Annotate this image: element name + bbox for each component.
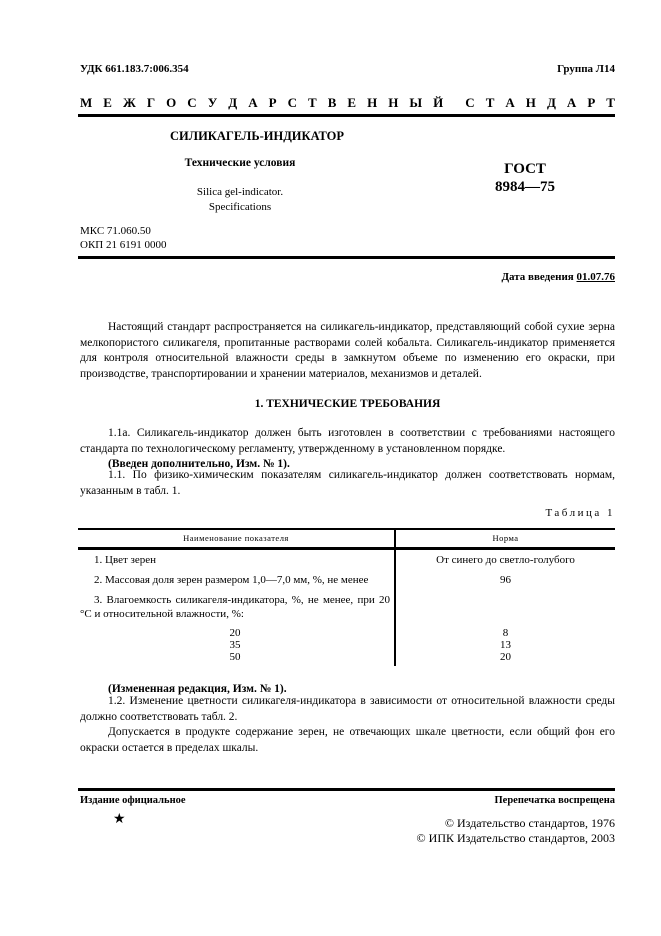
banner-letter: Н: [367, 95, 378, 110]
footer-divider: [78, 788, 615, 791]
banner-letter: Н: [388, 95, 399, 110]
reprint-prohibited-label: Перепечатка воспрещена: [494, 795, 615, 806]
document-subtitle: Технические условия: [184, 157, 296, 169]
paragraph-1-1: 1.1. По физико-химическим показателям силикагель-индикатор должен соответствовать нормам, указанным в табл. 1.: [80, 469, 615, 497]
banner-letter: Г: [146, 95, 156, 110]
banner-letter: Й: [433, 95, 444, 110]
table-header-norm: Норма: [492, 533, 519, 543]
banner-letter: А: [248, 95, 258, 110]
table-top-rule: [78, 528, 615, 530]
banner-letter: Е: [347, 95, 357, 110]
table-caption: Таблица 1: [545, 507, 615, 519]
banner-letter: Р: [268, 95, 277, 110]
table-header-rule: [78, 547, 615, 550]
gost-number: 8984—75: [495, 179, 555, 195]
document-title: СИЛИКАГЕЛЬ-ИНДИКАТОР: [170, 129, 345, 143]
interstate-standard-banner: [80, 95, 615, 111]
banner-letter: С: [287, 95, 297, 110]
amendment-note-2: (Измененная редакция, Изм. № 1).: [108, 683, 287, 695]
table-row-name: 3. Влагоемкость силикагеля-индикатора, %, не менее, при 20 °С и относительной влажности, %:: [80, 594, 390, 620]
table-row-value: 96: [500, 574, 511, 586]
table-row-value: 13: [500, 639, 511, 651]
copyright-line-2: © ИПК Издательство стандартов, 2003: [416, 831, 615, 845]
star-icon: ★: [113, 811, 126, 827]
effective-date-label: Дата введения: [501, 271, 574, 283]
paragraph-1-1a: 1.1а. Силикагель-индикатор должен быть изготовлен в соответствии с требованиями настоящего стандарта по технологическому регламенту, утвержденному в установленном порядке.: [80, 427, 615, 455]
banner-letter: Н: [525, 95, 536, 110]
table-row-value: 8: [502, 627, 509, 639]
banner-letter: У: [207, 95, 218, 110]
english-title: [160, 185, 320, 215]
effective-date: [501, 271, 615, 283]
gost-designation: [480, 160, 570, 196]
effective-date-value: 01.07.76: [576, 271, 615, 283]
group-code: Группа Л14: [557, 63, 615, 75]
table-row-name: 20: [229, 627, 241, 639]
table-row-name: 50: [229, 651, 241, 663]
paragraph-1-2-note: Допускается в продукте содержание зерен, не отвечающих шкале цветности, если общий фон его окраски остается в пределах шкалы.: [80, 726, 615, 754]
table-row-value: От синего до светло-голубого: [436, 554, 575, 566]
paragraph-1-2: 1.2. Изменение цветности силикагеля-индикатора в зависимости от относительной влажности среды должно соответствовать табл. 2.: [80, 695, 615, 723]
banner-letter: Ы: [409, 95, 423, 110]
banner-letter: Е: [103, 95, 112, 110]
official-edition-label: Издание официальное: [80, 795, 186, 806]
mks-code: МКС 71.060.50: [80, 225, 151, 237]
banner-letter: В: [327, 95, 337, 110]
table-row-value: 20: [500, 651, 511, 663]
banner-letter: С: [465, 95, 475, 110]
banner-letter: Д: [546, 95, 556, 110]
table-header-name: Наименование показателя: [183, 533, 289, 543]
banner-letter: Ж: [122, 95, 136, 110]
classification-codes: [80, 224, 166, 252]
banner-letter: Т: [308, 95, 317, 110]
banner-letter: О: [166, 95, 177, 110]
copyright-line-1: © Издательство стандартов, 1976: [444, 816, 615, 830]
header-divider: [78, 114, 615, 117]
banner-letter: С: [187, 95, 197, 110]
banner-letter: Р: [587, 95, 596, 110]
section-heading: 1. ТЕХНИЧЕСКИЕ ТРЕБОВАНИЯ: [254, 398, 441, 410]
table-row-name: 2. Массовая доля зерен размером 1,0—7,0 мм, %, не менее: [94, 574, 369, 586]
udk-code: УДК 661.183.7:006.354: [80, 63, 189, 75]
table-row-name: 35: [229, 639, 241, 651]
intro-paragraph: Настоящий стандарт распространяется на силикагель-индикатор, представляющий собой сухие зерна мелкопористого силикагеля, пропитанные растворами солей кобальта. Силикагель-индикатор применяется для контроля относительной влажности среды в замкнутом объеме по изменению его окраски, при производстве, транспортировании и хранении материалов, механизмов и деталей.: [80, 321, 615, 380]
english-title-line1: Silica gel-indicator.: [196, 186, 284, 198]
gost-label: ГОСТ: [504, 161, 546, 177]
table-row-name: 1. Цвет зерен: [94, 554, 157, 566]
title-divider: [78, 256, 615, 259]
banner-letter: М: [80, 95, 93, 110]
copyright-block: [417, 816, 615, 846]
banner-letter: Д: [228, 95, 238, 110]
english-title-line2: Specifications: [208, 201, 272, 213]
banner-letter: Т: [485, 95, 495, 110]
banner-letter: Т: [606, 95, 615, 110]
okp-code: ОКП 21 6191 0000: [80, 239, 167, 251]
amendment-note-1: (Введен дополнительно, Изм. № 1).: [108, 458, 290, 470]
banner-letter: А: [566, 95, 577, 110]
banner-letter: А: [505, 95, 515, 110]
